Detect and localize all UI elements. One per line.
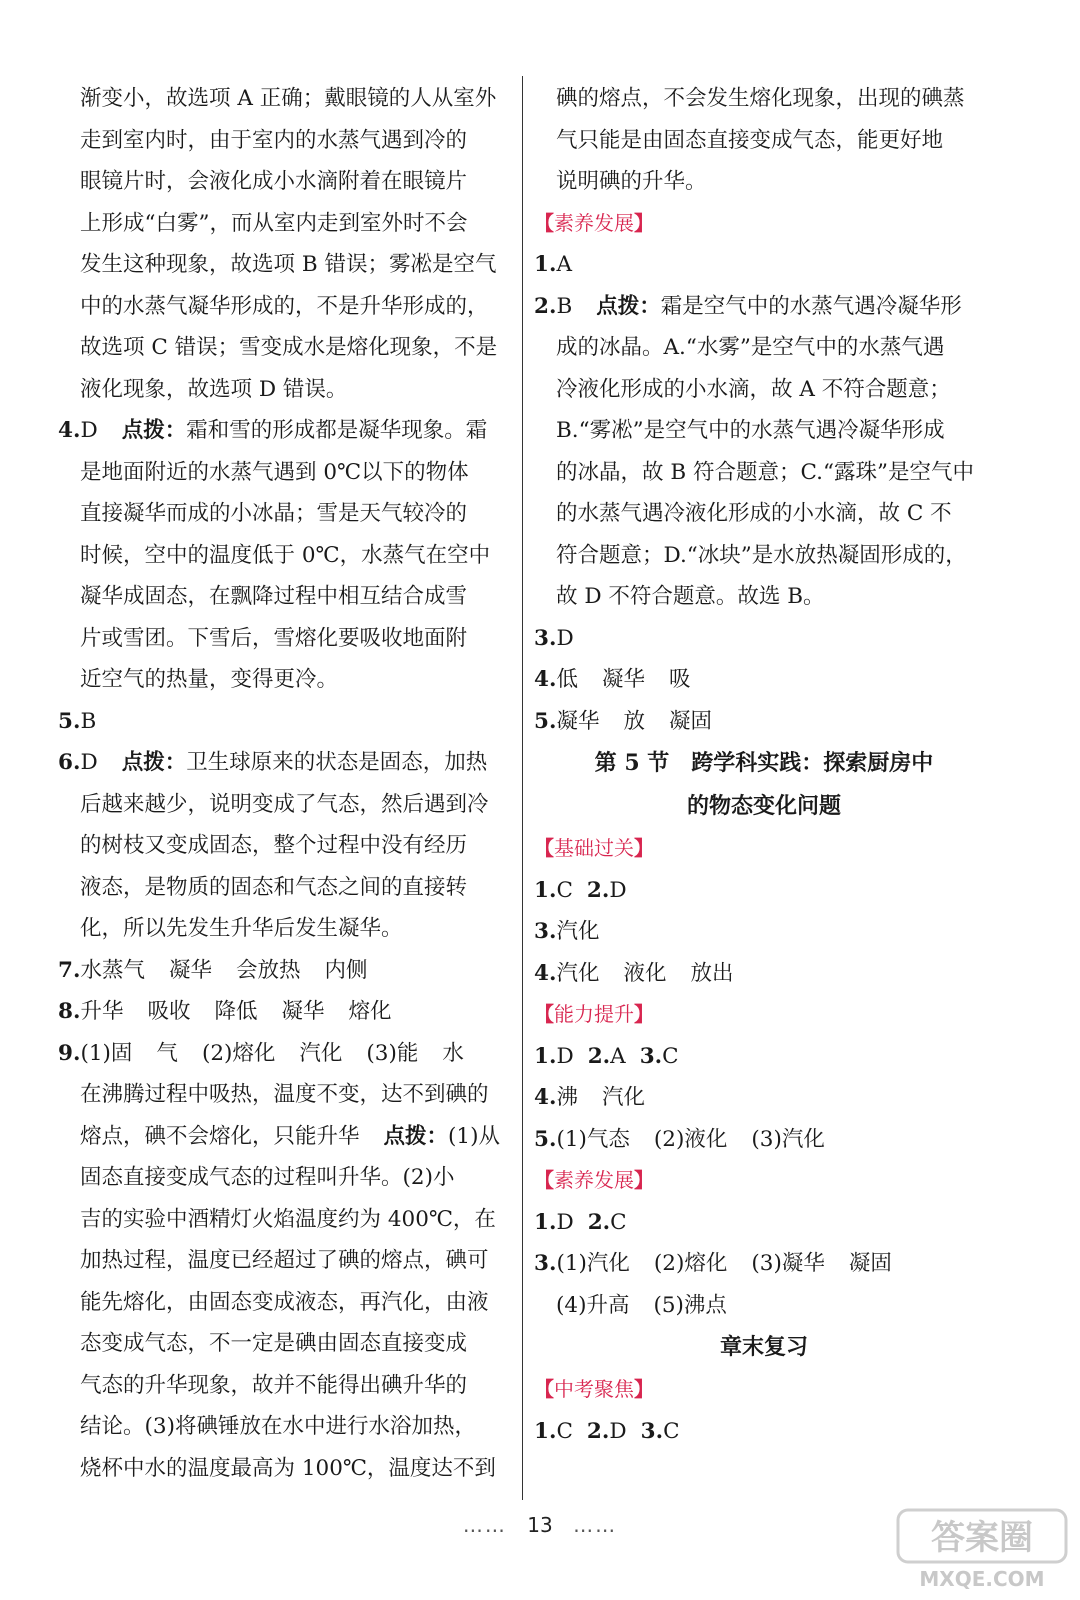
answer: 气: [156, 1040, 178, 1066]
hint-label: 点拨：: [596, 293, 661, 319]
text-line: [58, 1116, 520, 1158]
text-line: 说明碘的升华。: [556, 169, 707, 194]
answer-item-4: 4.低 凝华 吸: [534, 667, 691, 692]
item-number: 6.: [58, 750, 81, 775]
item-number: 4.: [58, 418, 81, 443]
text-line: 的水蒸气遇冷液化形成的小水滴，故 C 不: [556, 501, 952, 526]
text-line: 走到室内时，由于室内的水蒸气遇到冷的: [80, 127, 468, 153]
text-line: 的冰晶，故 B 符合题意；C.“露珠”是空气中: [556, 459, 974, 485]
page-number: 13: [527, 1513, 553, 1537]
answer: 汽化: [299, 1040, 343, 1066]
answer-item-9: [58, 1033, 520, 1075]
hint-text: 霜和雪的形成都是凝华现象。霜: [186, 418, 488, 443]
answer-item-3: 3.(1)汽化 (2)熔化 (3)凝华 凝固: [534, 1251, 892, 1276]
text-line: 的树枝又变成固态，整个过程中没有经历: [80, 833, 468, 858]
text-line: 碘的熔点，不会发生熔化现象，出现的碘蒸: [556, 86, 965, 111]
watermark-url: MXQE.COM: [919, 1567, 1045, 1591]
answer-item-4: 4.汽化 液化 放出: [534, 960, 734, 986]
answer: D: [80, 750, 98, 775]
item-number: 8.: [58, 999, 81, 1024]
section-title: 的物态变化问题: [686, 793, 841, 819]
answer: (1)固: [80, 1040, 133, 1066]
answer-item-5: 5.(1)气态 (2)液化 (3)汽化: [534, 1126, 825, 1152]
section-tag-suyang: 【素养发展】: [534, 1168, 654, 1192]
answer-item-5: [58, 701, 520, 743]
text-line: 吉的实验中酒精灯火焰温度约为 400℃，在: [80, 1206, 496, 1232]
chapter-review-title: 章末复习: [719, 1334, 808, 1360]
left-column: [58, 78, 520, 1489]
text-line: 结论。(3)将碘锤放在水中进行水浴加热，: [80, 1414, 476, 1439]
section-title: 第 5 节 跨学科实践：探索厨房中: [594, 750, 934, 776]
text-line: 气只能是由固态直接变成气态，能更好地: [556, 127, 944, 153]
text-line: 中的水蒸气凝华形成的，不是升华形成的，: [80, 293, 489, 319]
text-line: 眼镜片时，会液化成小水滴附着在眼镜片: [80, 169, 468, 194]
text-line: 态变成气态，不一定是碘由固态直接变成: [80, 1331, 468, 1356]
answer-item-6: [58, 742, 520, 784]
section-tag-nengli: 【能力提升】: [534, 1002, 654, 1026]
answer: 会放热: [235, 957, 301, 983]
section-tag-suyang: 【素养发展】: [534, 210, 654, 235]
text-line: 渐变小，故选项 A 正确；戴眼镜的人从室外: [80, 86, 497, 111]
column-divider: [522, 76, 523, 1500]
answer: 吸收: [147, 999, 191, 1024]
footer-dots: ……: [462, 1513, 507, 1537]
answer-item-3: 3.汽化: [534, 919, 600, 944]
text-line: 固态直接变成气态的过程叫升华。(2)小: [80, 1165, 455, 1190]
text-line: (4)升高 (5)沸点: [556, 1292, 727, 1318]
footer-dots: ……: [573, 1513, 618, 1537]
text-line: 冷液化形成的小水滴，故 A 不符合题意；: [556, 376, 951, 402]
text-line: 是地面附近的水蒸气遇到 0℃以下的物体: [80, 459, 469, 485]
text-line: 能先熔化，由固态变成液态，再汽化，由液: [80, 1289, 489, 1315]
hint-text: (1)从: [448, 1123, 500, 1149]
text-line: 在沸腾过程中吸热，温度不变，达不到碘的: [80, 1082, 489, 1107]
answer: (3)能: [366, 1040, 419, 1066]
text-line: 故选项 C 错误；雪变成水是熔化现象，不是: [80, 335, 498, 360]
answer-item-3: 3.D: [534, 625, 574, 651]
text-line: 片或雪团。下雪后，雪熔化要吸收地面附: [80, 625, 468, 651]
text-line: 化，所以先发生升华后发生凝华。: [80, 916, 403, 941]
section-tag-jichu: 【基础过关】: [534, 836, 654, 860]
answer: 降低: [214, 999, 258, 1024]
answer-item-1-3: 1.C 2.D 3.C: [534, 1418, 680, 1444]
answer-item-1: 1.A: [534, 252, 572, 277]
answer: 熔点，碘不会熔化，只能升华: [80, 1123, 360, 1149]
answer: 内侧: [324, 957, 368, 983]
text-line: 上形成“白雾”，而从室内走到室外时不会: [80, 210, 468, 236]
answer-item-4: 4.沸 汽化: [534, 1085, 645, 1110]
answer: (2)熔化: [201, 1040, 276, 1066]
watermark-logo: [892, 1504, 1072, 1594]
text-line: 液化现象，故选项 D 错误。: [80, 376, 348, 402]
section-tag-zhongkao: 【中考聚焦】: [534, 1377, 654, 1401]
answer-item-8: [58, 991, 520, 1033]
text-line: 近空气的热量，变得更冷。: [80, 667, 339, 692]
text-line: 直接凝华而成的小冰晶；雪是天气较冷的: [80, 501, 468, 526]
hint-label: 点拨：: [121, 750, 187, 775]
answer-item-5: 5.凝华 放 凝固: [534, 708, 712, 734]
answer: 凝华: [168, 957, 212, 983]
answer-item-1-2: 1.C 2.D: [534, 877, 627, 903]
text-line: 凝华成固态，在飘降过程中相互结合成雪: [80, 584, 468, 609]
hint-text: 卫生球原来的状态是固态，加热: [186, 750, 488, 775]
answer: 熔化: [348, 999, 392, 1024]
text-line: 烧杯中水的温度最高为 100℃，温度达不到: [80, 1455, 496, 1481]
item-number: 5.: [58, 708, 81, 734]
hint-label: 点拨：: [121, 418, 187, 443]
answer: 凝华: [281, 999, 325, 1024]
text-line: B.“雾凇”是空气中的水蒸气遇冷凝华形成: [556, 418, 945, 443]
answer-item-1-3: 1.D 2.A 3.C: [534, 1043, 679, 1069]
answer: 水蒸气: [80, 957, 145, 983]
answer-item-4: [58, 410, 520, 452]
right-column: [534, 78, 994, 1452]
answer: 升华: [80, 999, 124, 1024]
answer: D: [80, 418, 98, 443]
answer-item-7: [58, 950, 520, 992]
item-number: 7.: [58, 957, 81, 983]
text-line: 气态的升华现象，故并不能得出碘升华的: [80, 1372, 468, 1398]
watermark-title: 答案圈: [931, 1518, 1033, 1558]
text-line: 后越来越少，说明变成了气态，然后遇到冷: [80, 791, 489, 817]
text-line: 成的冰晶。A.“水雾”是空气中的水蒸气遇: [556, 335, 945, 360]
item-number: 9.: [58, 1040, 81, 1066]
text-line: 故 D 不符合题意。故选 B。: [556, 584, 825, 609]
text-line: 加热过程，温度已经超过了碘的熔点，碘可: [80, 1248, 489, 1273]
text-line: 符合题意；D.“冰块”是水放热凝固形成的，: [556, 542, 967, 568]
text-line: 液态，是物质的固态和气态之间的直接转: [80, 874, 468, 900]
answer: B: [80, 708, 97, 734]
hint-label: 点拨：: [383, 1123, 449, 1149]
text-line: 发生这种现象，故选项 B 错误；雾凇是空气: [80, 252, 497, 277]
answer-item-2: 2.B 点拨：霜是空气中的水蒸气遇冷凝华形: [534, 293, 962, 319]
answer-item-1-2: 1.D 2.C: [534, 1209, 627, 1235]
text-line: 时候，空中的温度低于 0℃，水蒸气在空中: [80, 542, 491, 568]
answer: 水: [442, 1040, 464, 1066]
